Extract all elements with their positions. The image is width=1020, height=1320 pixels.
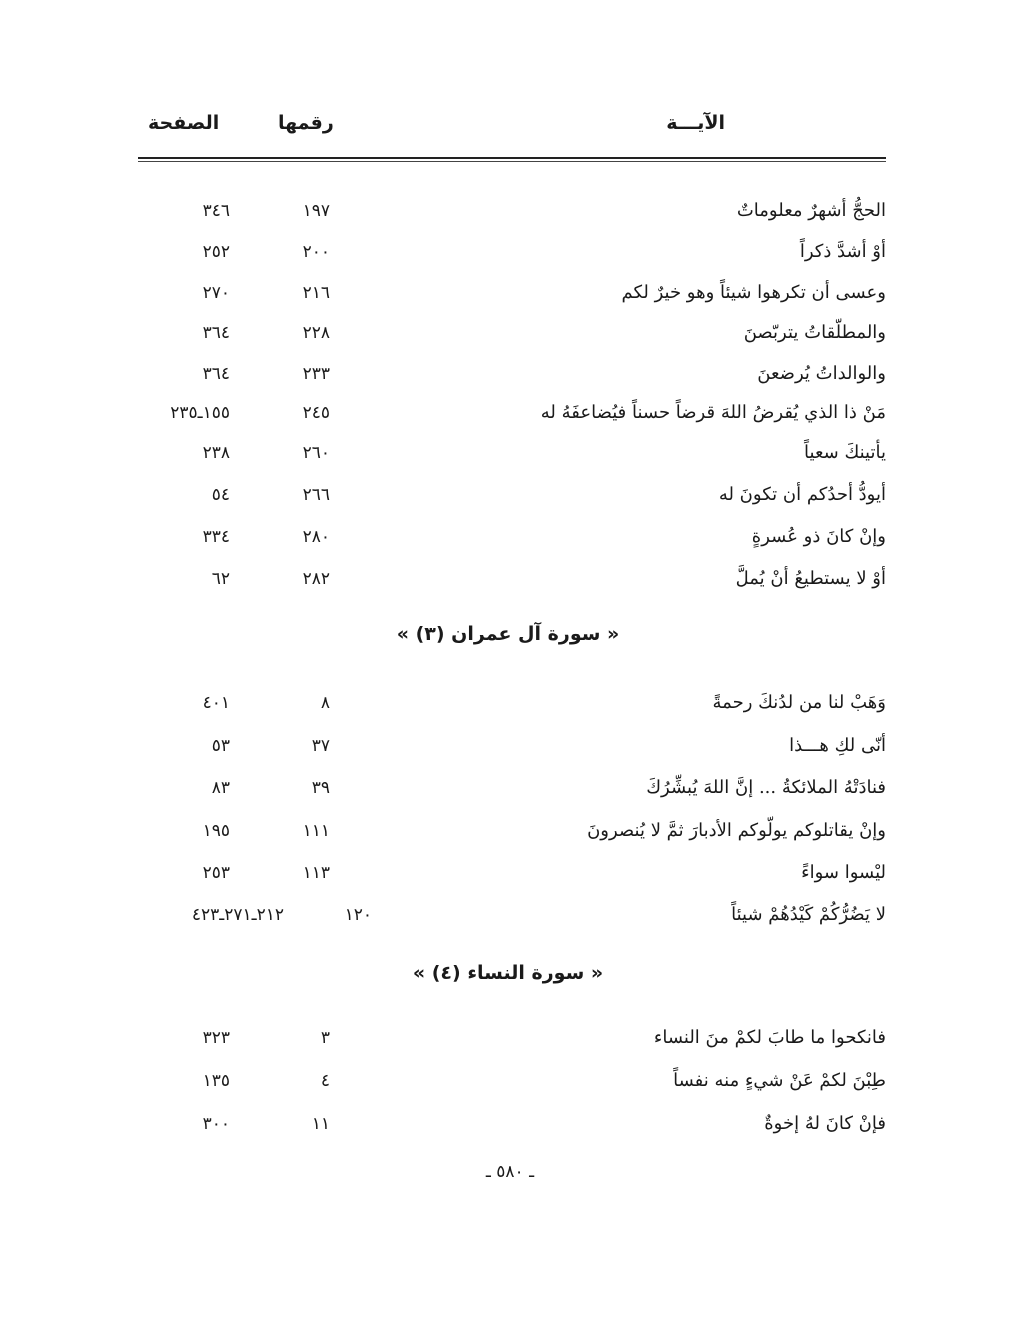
verse-text: أوْ أشدَّ ذكراً (799, 241, 886, 262)
page-reference: ٢١٢ـ٢٧١ـ٤٢٣ (191, 905, 284, 925)
table-row (0, 196, 1020, 226)
column-header-number: رقمها (278, 112, 334, 134)
page-reference: ٣٠٠ (202, 1114, 230, 1134)
table-row (0, 1109, 1020, 1139)
page-reference: ٢٧٠ (202, 283, 230, 303)
verse-number: ١١ (311, 1114, 330, 1134)
verse-number: ١٢٠ (344, 905, 372, 925)
verse-number: ٢٠٠ (302, 242, 330, 262)
table-row (0, 564, 1020, 594)
verse-text: أنّى لكِ هـــذا (789, 735, 886, 756)
page-number: ـ ٥٨٠ ـ (485, 1162, 535, 1182)
verse-number: ٢٦٠ (302, 443, 330, 463)
verse-text: أوْ لا يستطيعُ أنْ يُملَّ (735, 568, 886, 589)
verse-number: ٣٧ (311, 736, 330, 756)
page-reference: ٣٣٤ (202, 527, 230, 547)
table-row (0, 480, 1020, 510)
verse-number: ١١٣ (302, 863, 330, 883)
verse-number: ٣٩ (311, 778, 330, 798)
surah-heading (0, 962, 1020, 984)
page-reference: ٣٤٦ (202, 201, 230, 221)
column-header-page: الصفحة (148, 112, 220, 134)
verse-text: يأتينكَ سعياً (804, 442, 886, 463)
page-reference: ٣٦٤ (202, 364, 230, 384)
page-reference: ٥٤ (211, 485, 230, 505)
table-row (0, 237, 1020, 267)
page-reference: ٦٢ (211, 569, 230, 589)
table-row (0, 858, 1020, 888)
verse-text: طِبْنَ لكمْ عَنْ شيءٍ منه نفساً (673, 1070, 886, 1091)
page-reference: ٢٥٢ (202, 242, 230, 262)
table-row (0, 773, 1020, 803)
table-row (0, 1023, 1020, 1053)
table-row (0, 816, 1020, 846)
page-reference: ١٩٥ (202, 821, 230, 841)
page-reference: ١٥٥ـ٢٣٥ (170, 403, 230, 423)
verse-text: وَهَبْ لنا من لدُنكَ رحمةً (712, 692, 886, 713)
page-reference: ٢٥٣ (202, 863, 230, 883)
verse-text: الحجُّ أشهرٌ معلوماتٌ (736, 200, 886, 221)
verse-text: فإنْ كانَ لهُ إخوةٌ (764, 1113, 886, 1134)
table-row (0, 398, 1020, 428)
page-reference: ٥٣ (211, 736, 230, 756)
table-row (0, 278, 1020, 308)
page-reference: ٨٣ (211, 778, 230, 798)
verse-text: والوالداتُ يُرضعنَ (757, 363, 886, 384)
verse-text: فنادَتْهُ الملائكةُ ... إنَّ اللهَ يُبشِّرُكَ (646, 777, 886, 798)
header-divider (138, 157, 886, 159)
verse-number: ٢٢٨ (302, 323, 330, 343)
page-reference: ٣٢٣ (202, 1028, 230, 1048)
verse-number: ٢٨٢ (302, 569, 330, 589)
verse-number: ١٩٧ (302, 201, 330, 221)
verse-number: ٤ (320, 1071, 330, 1091)
verse-text: فانكحوا ما طابَ لكمْ منَ النساء (653, 1027, 886, 1048)
page-reference: ٢٣٨ (202, 443, 230, 463)
table-row (0, 318, 1020, 348)
page-reference: ١٣٥ (202, 1071, 230, 1091)
column-header-verse: الآيـــة (666, 112, 725, 134)
verse-number: ٢٣٣ (302, 364, 330, 384)
verse-text: وعسى أن تكرهوا شيئاً وهو خيرٌ لكم (621, 282, 886, 303)
verse-number: ٢٦٦ (302, 485, 330, 505)
table-row (0, 900, 1020, 930)
header-divider-thin (138, 161, 886, 162)
page-reference: ٣٦٤ (202, 323, 230, 343)
verse-text: ليْسوا سواءً (801, 862, 886, 883)
surah-heading-text: « سورة آل عمران (٣) » (396, 623, 620, 645)
verse-number: ٣ (320, 1028, 330, 1048)
verse-text: والمطلّقاتُ يتربّصنَ (743, 322, 886, 343)
verse-text: مَنْ ذا الذي يُقرضُ اللهَ قرضاً حسناً فيُضاعفَهُ له (540, 402, 886, 423)
verse-text: أيودُّ أحدُكم أن تكونَ له (718, 484, 886, 505)
table-row (0, 731, 1020, 761)
table-row (0, 688, 1020, 718)
verse-number: ٢١٦ (302, 283, 330, 303)
verse-number: ٢٤٥ (302, 403, 330, 423)
verse-number: ٢٨٠ (302, 527, 330, 547)
table-row (0, 522, 1020, 552)
verse-number: ١١١ (302, 821, 330, 841)
table-row (0, 359, 1020, 389)
verse-text: لا يَضُرُّكُمْ كَيْدُهُمْ شيئاً (731, 904, 886, 925)
verse-number: ٨ (320, 693, 330, 713)
table-row (0, 438, 1020, 468)
verse-text: وإنْ كانَ ذو عُسرةٍ (751, 526, 886, 547)
table-row (0, 1066, 1020, 1096)
surah-heading-text: « سورة النساء (٤) » (412, 962, 604, 984)
surah-heading (0, 623, 1020, 645)
page-reference: ٤٠١ (202, 693, 230, 713)
verse-text: وإنْ يقاتلوكم يولُّوكم الأدبارَ ثمَّ لا يُنصرونَ (587, 820, 886, 841)
